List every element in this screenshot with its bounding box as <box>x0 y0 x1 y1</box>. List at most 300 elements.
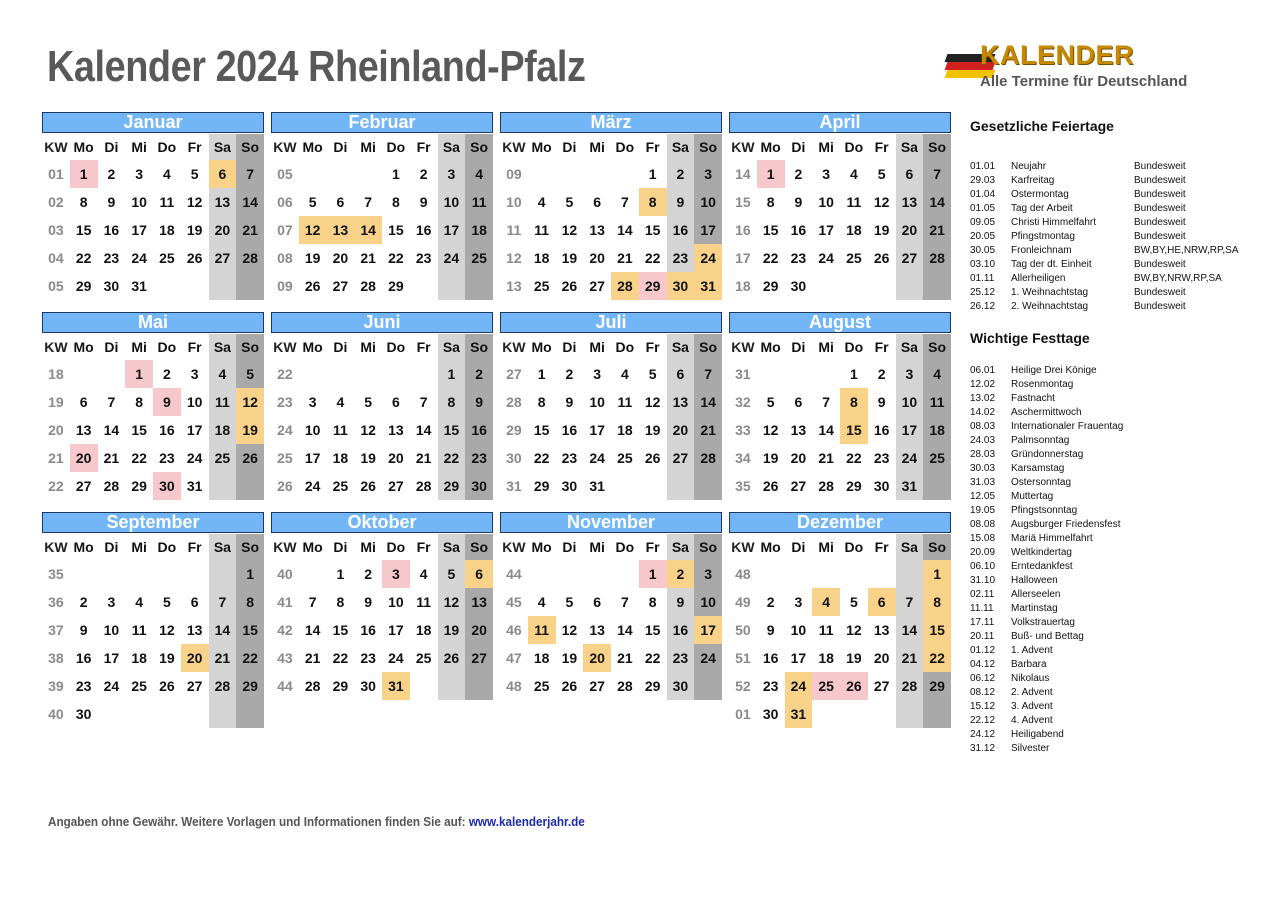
week-number: 01 <box>48 166 64 182</box>
week-number: 31 <box>506 478 522 494</box>
week-row <box>729 244 951 272</box>
day-cell: 31 <box>131 278 147 294</box>
day-cell: 24 <box>304 478 321 494</box>
day-cell: 14 <box>103 422 120 438</box>
day-cell: 19 <box>186 222 203 238</box>
day-cell: 22 <box>644 250 661 266</box>
day-cell <box>209 560 237 588</box>
weekday-header: Do <box>157 139 177 155</box>
weekday-header: Mi <box>131 139 147 155</box>
item-date: 19.05 <box>970 505 996 516</box>
week-number: 26 <box>277 478 293 494</box>
day-cell: 17 <box>694 616 722 644</box>
day-cell: 13 <box>209 188 237 216</box>
brand-logo[interactable] <box>946 40 1216 98</box>
month-title: November <box>500 512 722 533</box>
day-cell: 19 <box>561 250 578 266</box>
item-scope: Bundesweit <box>1134 287 1186 298</box>
day-cell: 20 <box>667 416 695 444</box>
week-number: 47 <box>506 650 522 666</box>
list-item <box>970 742 1090 756</box>
day-cell: 3 <box>107 594 116 610</box>
item-date: 01.11 <box>970 273 995 284</box>
week-row <box>42 560 264 588</box>
item-name: Weltkindertag <box>1011 547 1072 558</box>
day-cell: 4 <box>537 594 546 610</box>
weekday-header: Mi <box>818 139 834 155</box>
day-cell: 9 <box>107 194 116 210</box>
day-cell: 23 <box>415 250 432 266</box>
day-cell: 20 <box>589 250 605 266</box>
month-3 <box>500 112 722 300</box>
month-table <box>729 134 951 300</box>
day-cell: 21 <box>103 450 120 466</box>
day-cell: 4 <box>537 194 546 210</box>
list-item <box>970 490 1090 504</box>
day-cell: 30 <box>667 672 695 700</box>
day-cell: 11 <box>416 594 432 610</box>
day-cell: 29 <box>762 278 779 294</box>
footer-note <box>48 814 585 829</box>
item-date: 28.03 <box>970 449 996 460</box>
item-date: 11.11 <box>970 603 994 614</box>
week-number: 16 <box>735 222 751 238</box>
day-cell: 25 <box>812 672 840 700</box>
day-cell: 14 <box>209 616 237 644</box>
day-cell: 10 <box>438 188 466 216</box>
day-cell <box>757 560 785 588</box>
item-date: 08.12 <box>970 687 996 698</box>
item-name: Halloween <box>1011 575 1058 586</box>
item-name: Mariä Himmelfahrt <box>1011 533 1093 544</box>
week-number: 51 <box>735 650 751 666</box>
weekday-header: Fr <box>874 139 889 155</box>
week-number: 03 <box>48 222 64 238</box>
day-cell <box>812 560 840 588</box>
footer-text: Angaben ohne Gewähr. Weitere Vorlagen und Informationen finden Sie auf: <box>48 814 469 829</box>
day-cell: 22 <box>923 644 951 672</box>
day-cell <box>583 160 611 188</box>
day-cell: 26 <box>561 278 578 294</box>
month-title: Oktober <box>271 512 493 533</box>
day-cell: 5 <box>565 594 574 610</box>
weekday-header: Sa <box>896 534 924 560</box>
day-cell: 15 <box>236 616 264 644</box>
page-title: Kalender 2024 Rheinland-Pfalz <box>47 42 586 91</box>
day-cell <box>757 360 785 388</box>
day-cell: 6 <box>593 594 602 610</box>
day-cell: 10 <box>694 188 722 216</box>
month-title: Juli <box>500 312 722 333</box>
item-date: 31.12 <box>970 743 996 754</box>
month-table <box>42 334 264 500</box>
day-cell <box>667 472 695 500</box>
day-cell: 7 <box>620 594 629 610</box>
day-cell <box>438 272 466 300</box>
day-cell: 26 <box>236 444 264 472</box>
week-number: 04 <box>48 250 64 266</box>
item-name: Gründonnerstag <box>1011 449 1084 460</box>
day-cell: 1 <box>639 560 667 588</box>
week-number: 17 <box>735 250 751 266</box>
day-cell: 30 <box>75 706 92 722</box>
day-cell: 25 <box>617 450 633 466</box>
item-date: 20.05 <box>970 231 996 242</box>
month-title: Januar <box>42 112 264 133</box>
week-number: 50 <box>735 622 751 638</box>
footer-link[interactable]: www.kalenderjahr.de <box>468 814 585 829</box>
day-cell: 30 <box>153 472 181 500</box>
weekday-header: Do <box>386 339 406 355</box>
day-cell: 30 <box>762 706 779 722</box>
weekday-header: Sa <box>438 134 466 160</box>
weekday-header: KW <box>273 539 297 555</box>
week-row <box>500 360 722 388</box>
day-cell: 3 <box>822 166 831 182</box>
weekday-header: Di <box>333 339 348 355</box>
day-cell: 1 <box>438 360 466 388</box>
day-cell: 10 <box>790 622 807 638</box>
day-cell <box>327 160 355 188</box>
day-cell: 20 <box>70 444 98 472</box>
week-number: 15 <box>735 194 751 210</box>
item-name: Heilige Drei Könige <box>1011 365 1097 376</box>
week-row <box>500 388 722 416</box>
week-row <box>42 244 264 272</box>
month-table <box>500 134 722 300</box>
item-name: Muttertag <box>1011 491 1054 502</box>
day-cell: 22 <box>846 450 862 466</box>
day-cell: 9 <box>364 594 373 610</box>
day-cell: 16 <box>75 650 92 666</box>
week-row <box>729 272 951 300</box>
day-cell: 28 <box>617 678 633 694</box>
day-cell: 14 <box>896 616 924 644</box>
item-name: Allerseelen <box>1011 589 1061 600</box>
month-title: Juni <box>271 312 493 333</box>
weekday-header: Do <box>615 539 635 555</box>
weekday-header: Do <box>844 139 864 155</box>
item-date: 24.12 <box>970 729 996 740</box>
day-cell: 14 <box>354 216 382 244</box>
weekday-header: Do <box>386 539 406 555</box>
day-cell: 22 <box>762 250 779 266</box>
day-cell <box>639 472 667 500</box>
week-row <box>500 416 722 444</box>
day-cell: 10 <box>694 588 722 616</box>
item-name: Ostersonntag <box>1011 477 1072 488</box>
list-item <box>970 286 1186 300</box>
day-cell: 26 <box>159 678 175 694</box>
day-cell: 3 <box>896 360 924 388</box>
day-cell <box>70 560 98 588</box>
week-number: 24 <box>277 422 293 438</box>
item-date: 01.12 <box>970 645 996 656</box>
week-row <box>271 672 493 700</box>
day-cell: 12 <box>236 388 264 416</box>
week-number: 52 <box>735 678 751 694</box>
weekday-header: Di <box>333 539 348 555</box>
day-cell: 10 <box>304 422 321 438</box>
item-scope: Bundesweit <box>1134 217 1186 228</box>
day-cell: 1 <box>236 560 264 588</box>
week-number: 20 <box>48 422 64 438</box>
day-cell: 23 <box>561 450 578 466</box>
week-row <box>271 472 493 500</box>
day-cell: 31 <box>785 700 813 728</box>
day-cell: 1 <box>648 166 657 182</box>
day-cell: 19 <box>846 650 862 666</box>
day-cell: 15 <box>533 422 550 438</box>
day-cell: 18 <box>617 422 633 438</box>
weekday-header: Do <box>844 339 864 355</box>
day-cell: 19 <box>159 650 175 666</box>
item-date: 25.12 <box>970 287 996 298</box>
weekday-header: Do <box>157 539 177 555</box>
day-cell: 13 <box>327 216 355 244</box>
day-cell: 3 <box>190 366 199 382</box>
day-cell: 1 <box>336 566 345 582</box>
day-cell <box>465 672 493 700</box>
day-cell: 1 <box>125 360 153 388</box>
day-cell <box>327 360 355 388</box>
day-cell: 21 <box>617 650 633 666</box>
day-cell: 31 <box>694 272 722 300</box>
item-name: 2. Advent <box>1011 687 1053 698</box>
day-cell: 22 <box>236 644 264 672</box>
day-cell: 4 <box>620 366 629 382</box>
item-date: 30.03 <box>970 463 996 474</box>
day-cell: 26 <box>360 478 376 494</box>
weekday-header: So <box>923 134 951 160</box>
list-item <box>970 560 1090 574</box>
day-cell: 3 <box>135 166 144 182</box>
weekday-header: KW <box>502 139 526 155</box>
weekday-header: So <box>465 534 493 560</box>
day-cell: 7 <box>896 588 924 616</box>
item-date: 01.05 <box>970 203 996 214</box>
list-item <box>970 714 1090 728</box>
weekday-header: Sa <box>209 534 237 560</box>
item-name: Martinstag <box>1011 603 1058 614</box>
list-item <box>970 462 1090 476</box>
list-item <box>970 658 1090 672</box>
day-cell: 25 <box>415 650 432 666</box>
day-cell <box>868 272 896 300</box>
list-item <box>970 518 1121 532</box>
day-cell <box>611 560 639 588</box>
day-cell: 18 <box>533 250 550 266</box>
month-table <box>729 534 951 728</box>
week-number: 28 <box>506 394 522 410</box>
day-cell: 5 <box>364 394 373 410</box>
item-name: Karsamstag <box>1011 463 1065 474</box>
week-number: 36 <box>48 594 64 610</box>
day-cell: 12 <box>186 194 203 210</box>
day-cell: 8 <box>135 394 144 410</box>
day-cell: 9 <box>766 622 775 638</box>
weekday-header: KW <box>273 139 297 155</box>
day-cell: 29 <box>533 478 550 494</box>
day-cell <box>153 272 181 300</box>
week-number: 35 <box>48 566 64 582</box>
item-date: 12.02 <box>970 379 996 390</box>
list-item <box>970 406 1090 420</box>
weekday-header: KW <box>731 339 755 355</box>
day-cell <box>556 560 584 588</box>
day-cell: 11 <box>617 394 633 410</box>
day-cell: 1 <box>849 366 858 382</box>
list-item <box>970 202 1186 216</box>
weekday-header: Mo <box>531 339 552 355</box>
weekday-header: Mi <box>589 339 605 355</box>
weekday-header: KW <box>731 139 755 155</box>
item-name: 2. Weihnachtstag <box>1011 301 1089 312</box>
month-title: März <box>500 112 722 133</box>
day-cell: 9 <box>877 394 886 410</box>
day-cell: 20 <box>896 216 924 244</box>
day-cell: 6 <box>79 394 88 410</box>
day-cell <box>98 360 126 388</box>
day-cell: 11 <box>465 188 493 216</box>
week-number: 10 <box>506 194 522 210</box>
week-row <box>271 388 493 416</box>
day-cell: 12 <box>360 422 376 438</box>
day-cell: 12 <box>846 622 862 638</box>
item-name: Tag der dt. Einheit <box>1011 259 1092 270</box>
day-cell: 18 <box>846 222 862 238</box>
item-name: Palmsonntag <box>1011 435 1070 446</box>
day-cell: 12 <box>159 622 175 638</box>
holidays-list <box>970 118 1239 314</box>
item-name: Nikolaus <box>1011 673 1050 684</box>
day-cell <box>896 700 924 728</box>
item-name: Fastnacht <box>1011 393 1055 404</box>
week-row <box>271 244 493 272</box>
day-cell: 22 <box>75 250 92 266</box>
week-number: 40 <box>277 566 293 582</box>
item-date: 15.08 <box>970 533 996 544</box>
week-row <box>729 360 951 388</box>
week-number: 23 <box>277 394 293 410</box>
day-cell: 26 <box>840 672 868 700</box>
day-cell: 6 <box>868 588 896 616</box>
day-cell: 7 <box>923 160 951 188</box>
day-cell: 17 <box>438 216 466 244</box>
day-cell: 4 <box>162 166 171 182</box>
day-cell <box>299 560 327 588</box>
day-cell: 20 <box>583 644 611 672</box>
day-cell: 2 <box>794 166 803 182</box>
week-row <box>500 588 722 616</box>
day-cell <box>840 272 868 300</box>
list-item <box>970 188 1186 202</box>
day-cell <box>528 560 556 588</box>
day-cell <box>923 472 951 500</box>
day-cell: 23 <box>159 450 175 466</box>
weekday-header: Fr <box>645 139 660 155</box>
day-cell: 29 <box>846 478 862 494</box>
day-cell: 26 <box>762 478 779 494</box>
day-cell: 17 <box>186 422 203 438</box>
day-cell: 8 <box>537 394 546 410</box>
day-cell: 1 <box>923 560 951 588</box>
day-cell: 4 <box>465 160 493 188</box>
day-cell: 21 <box>896 644 924 672</box>
week-number: 48 <box>506 678 522 694</box>
item-name: 3. Advent <box>1011 701 1053 712</box>
day-cell: 3 <box>794 594 803 610</box>
day-cell: 6 <box>391 394 400 410</box>
day-cell: 30 <box>103 278 120 294</box>
day-cell: 11 <box>923 388 951 416</box>
weekday-header: Mi <box>360 539 376 555</box>
day-cell: 11 <box>159 194 175 210</box>
logo-tagline: Alle Termine für Deutschland <box>980 73 1188 90</box>
week-row <box>500 560 722 588</box>
day-cell: 4 <box>419 566 428 582</box>
day-cell: 12 <box>873 194 890 210</box>
day-cell: 8 <box>336 594 345 610</box>
weekday-header: Di <box>791 139 806 155</box>
day-cell <box>125 700 153 728</box>
day-cell <box>785 560 813 588</box>
day-cell: 13 <box>388 422 404 438</box>
weekday-header: Mo <box>760 539 781 555</box>
day-cell: 10 <box>388 594 404 610</box>
festdays-title: Wichtige Festtage <box>970 330 1090 346</box>
day-cell: 14 <box>236 188 264 216</box>
weekday-header: Fr <box>187 339 202 355</box>
month-2 <box>271 112 493 300</box>
list-item <box>970 392 1090 406</box>
item-name: Heiligabend <box>1011 729 1064 740</box>
item-date: 04.12 <box>970 659 996 670</box>
day-cell <box>611 472 639 500</box>
list-item <box>970 160 1186 174</box>
weekday-header: Fr <box>416 339 431 355</box>
day-cell: 5 <box>190 166 199 182</box>
item-date: 08.08 <box>970 519 996 530</box>
day-cell: 2 <box>107 166 116 182</box>
day-cell <box>923 272 951 300</box>
day-cell: 9 <box>667 588 695 616</box>
day-cell: 16 <box>159 422 175 438</box>
month-table <box>729 334 951 500</box>
day-cell: 21 <box>617 250 633 266</box>
day-cell <box>236 700 264 728</box>
day-cell <box>438 672 466 700</box>
week-row <box>729 560 951 588</box>
weekday-header: So <box>923 334 951 360</box>
day-cell: 15 <box>840 416 868 444</box>
list-item <box>970 272 1222 286</box>
item-name: 1. Weihnachtstag <box>1011 287 1089 298</box>
week-number: 37 <box>48 622 64 638</box>
day-cell: 6 <box>667 360 695 388</box>
day-cell: 21 <box>304 650 321 666</box>
week-row <box>42 388 264 416</box>
item-name: Aschermittwoch <box>1011 407 1082 418</box>
month-4 <box>729 112 951 300</box>
day-cell: 10 <box>818 194 834 210</box>
day-cell <box>299 360 327 388</box>
weekday-header: So <box>236 534 264 560</box>
day-cell: 7 <box>308 594 317 610</box>
weekday-header: Fr <box>645 339 660 355</box>
list-item <box>970 448 1090 462</box>
day-cell: 15 <box>438 416 466 444</box>
